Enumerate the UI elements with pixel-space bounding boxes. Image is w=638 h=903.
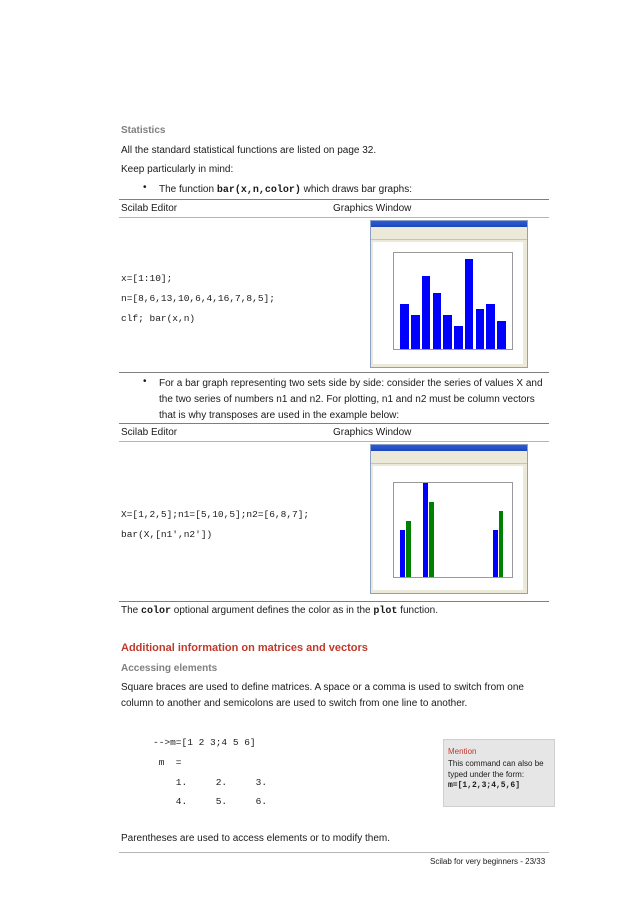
table2-top-rule — [119, 423, 549, 424]
plot-code: plot — [373, 606, 398, 617]
table2-col1-header: Scilab Editor — [121, 427, 178, 438]
bar — [465, 259, 474, 349]
bullet-1-code: bar(x,n,color) — [216, 185, 301, 196]
bullet-1-suffix: which draws bar graphs: — [300, 184, 412, 195]
bar — [411, 315, 420, 349]
footer-rule — [119, 852, 549, 853]
table2-code-line: X=[1,2,5];n1=[5,10,5];n2=[6,8,7]; — [121, 509, 310, 520]
table1-top-rule — [119, 199, 549, 200]
intro-line-2: Keep particularly in mind: — [121, 164, 234, 175]
intro-line-1: All the standard statistical functions are listed on page 32. — [121, 145, 377, 156]
window-canvas — [373, 242, 523, 364]
table1-col1-header: Scilab Editor — [121, 203, 178, 214]
table1-code-line: clf; bar(x,n) — [121, 313, 196, 324]
mention-line: typed under the form: — [448, 770, 525, 779]
window-toolbar — [371, 232, 527, 240]
footer-page: Scilab for very beginners - 23/33 — [430, 857, 546, 866]
color-note-text: optional argument defines the color as in the — [171, 605, 374, 616]
color-note-text: The — [121, 605, 142, 616]
bar — [499, 511, 504, 577]
color-code: color — [141, 606, 172, 617]
console-line: -->m=[1 2 3;4 5 6] — [153, 737, 256, 748]
color-note-text: function. — [397, 605, 438, 616]
bullet-2-line: the two series of numbers n1 and n2. For plotting, n1 and n2 must be column vectors — [159, 394, 535, 405]
console-line: 4. 5. 6. — [153, 796, 268, 807]
bar — [423, 483, 428, 577]
bullet-1 — [159, 183, 412, 197]
mention-line: This command can also be — [448, 759, 544, 768]
paragraph-line: column to another and semicolons are used to switch from one line to another. — [121, 698, 468, 709]
bullet-dot: • — [143, 182, 147, 193]
bullet-2-line: that is why transposes are used in the example below: — [159, 410, 400, 421]
bar-chart-1 — [393, 252, 513, 350]
table2-bottom-rule — [119, 601, 549, 602]
bullet-2-line: For a bar graph representing two sets side by side: consider the series of values X and — [159, 378, 543, 389]
bullet-1-prefix: The function — [159, 184, 217, 195]
bar — [400, 530, 405, 577]
table2-header-rule — [119, 441, 549, 442]
mention-code: m=[1,2,3;4,5,6] — [448, 781, 521, 790]
bar-chart-2 — [393, 482, 513, 578]
table2-code-line: bar(X,[n1',n2']) — [121, 529, 213, 540]
bar — [493, 530, 498, 577]
bullet-dot: • — [143, 376, 147, 387]
bar — [454, 326, 463, 349]
bar — [443, 315, 452, 349]
bar — [433, 293, 442, 349]
last-line: Parentheses are used to access elements or to modify them. — [121, 833, 391, 844]
bar — [406, 521, 411, 577]
console-line: 1. 2. 3. — [153, 777, 268, 788]
bar — [422, 276, 431, 349]
bar — [486, 304, 495, 349]
mention-title: Mention — [448, 747, 477, 756]
table1-bottom-rule — [119, 372, 549, 373]
subheading: Accessing elements — [121, 663, 218, 674]
table1-code-line: x=[1:10]; — [121, 273, 173, 284]
section-heading: Additional information on matrices and vectors — [121, 642, 368, 654]
mention-box — [443, 739, 555, 807]
color-note — [121, 604, 438, 618]
graphics-window-2 — [370, 444, 528, 594]
graphics-window-1 — [370, 220, 528, 368]
console-line: m = — [153, 757, 182, 768]
table2-col2-header: Graphics Window — [333, 427, 412, 438]
bar — [429, 502, 434, 577]
section-title: Statistics — [121, 125, 166, 136]
bar — [400, 304, 409, 349]
window-toolbar — [371, 456, 527, 464]
window-canvas — [373, 466, 523, 590]
table1-col2-header: Graphics Window — [333, 203, 412, 214]
paragraph-line: Square braces are used to define matrices. A space or a comma is used to switch from one — [121, 682, 524, 693]
bar — [497, 321, 506, 349]
table1-code-line: n=[8,6,13,10,6,4,16,7,8,5]; — [121, 293, 275, 304]
table1-header-rule — [119, 217, 549, 218]
bar — [476, 309, 485, 349]
